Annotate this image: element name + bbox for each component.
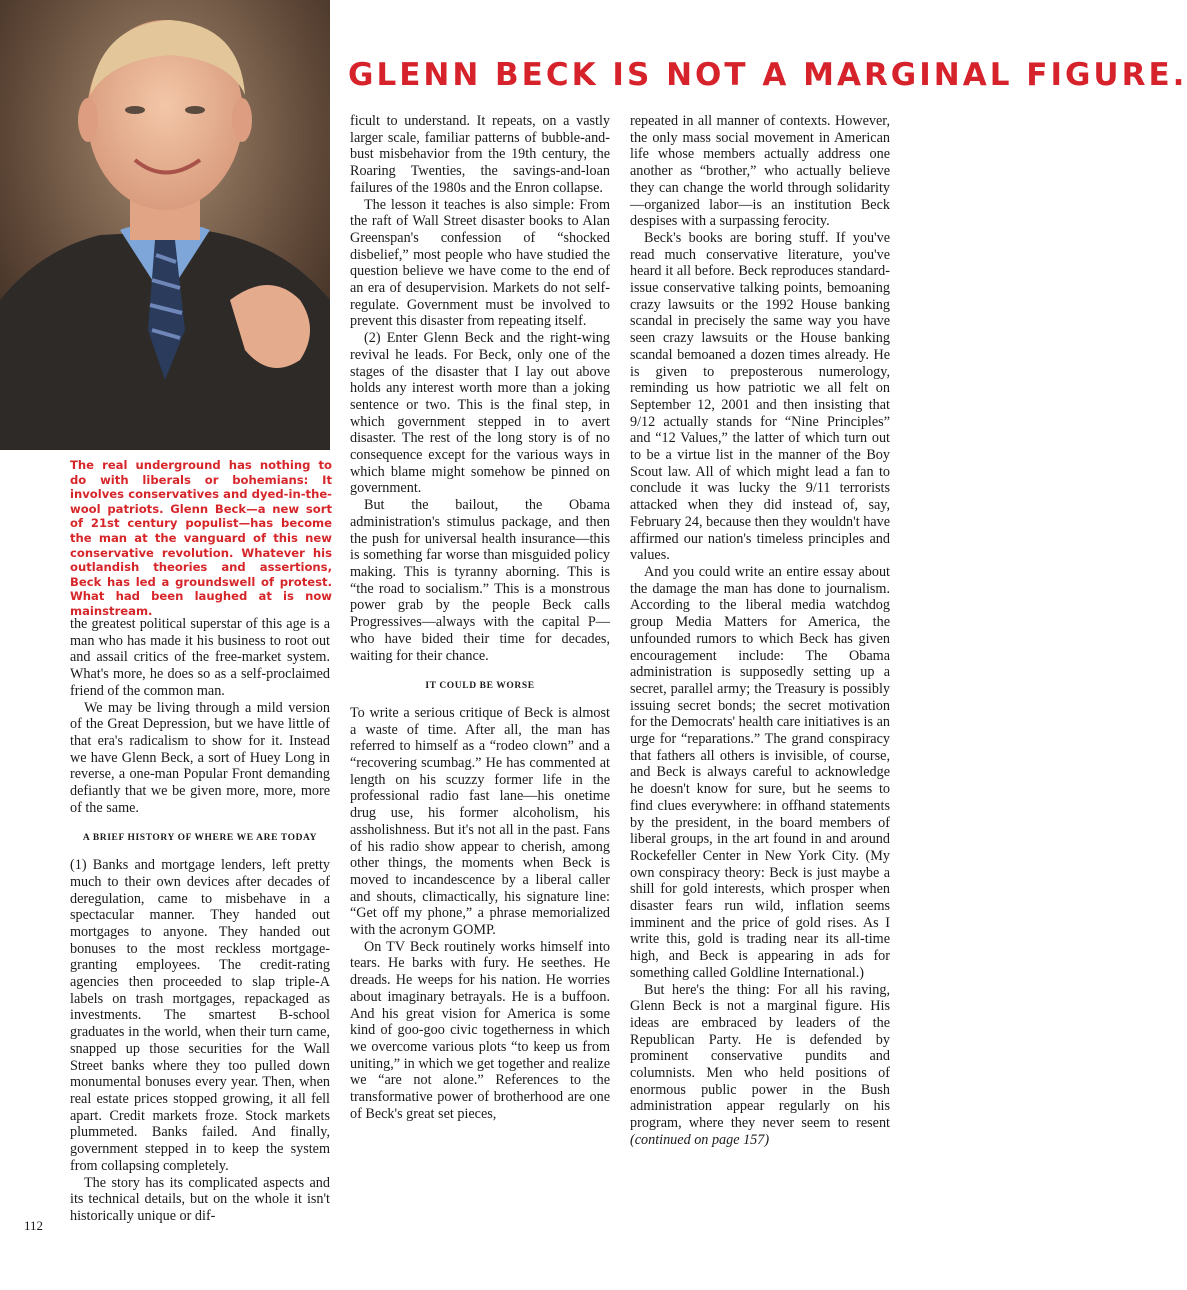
section-heading: A BRIEF HISTORY OF WHERE WE ARE TODAY	[82, 833, 318, 844]
section-heading: IT COULD BE WORSE	[425, 681, 535, 692]
portrait-illustration	[0, 0, 330, 450]
page-number: 112	[24, 1218, 44, 1233]
paragraph-text: But here's the thing: For all his raving, Glenn Beck is not a marginal figure. His ideas are embraced by leaders of the Republican Party. He is defended by prominent conservative pundits and columnists. Men who held positions of enormous public power in the Bush administration appear regularly on his program, where they never seem to resent	[630, 981, 890, 1132]
paragraph: Beck's books are boring stuff. If you've read much conservative literature, you've heard it all before. Beck reproduces standard-issue conservative talking points, bemoaning crazy lawsuits or the 1992 House banking scandal in precisely the same way you have seen crazy lawsuits or the House banking scandal bemoaned a dozen times already. He is given to preposterous numerology, reminding us how patriotic we all felt on September 12, 2001 and then insisting that 9/12 actually stands for “Nine Principles” and “12 Values,” the latter of which turn out to be a virtue list in the manner of the Boy Scout law. All of which might lead a fan to conclude it was lucky the 9/11 terrorists attacked when they did instead of, say, February 24, because then they wouldn't have affirmed our nation's timeless principles and values.	[630, 229, 890, 564]
paragraph: The lesson it teaches is also simple: From the raft of Wall Street disaster books to Alan Greenspan's confession of “shocked disbelief,” most people who have studied the question believe we have come to the end of an era of desupervision. Markets do not self-regulate. Government must be involved to prevent this disaster from repeating itself.	[350, 196, 610, 330]
paragraph: On TV Beck routinely works himself into tears. He barks with fury. He seethes. He dreads. He weeps for his nation. He worries about imaginary betrayals. He is a buffoon. And his great vision for America is some kind of goo-goo civic togetherness in which we overcome various plots “to keep us from uniting,” in which we get together and realize we “are not alone.” References to the transformative power of brotherhood are one of Beck's great set pieces,	[350, 938, 610, 1122]
paragraph: But the bailout, the Obama administration's stimulus package, and then the push for universal health insurance—this is something far worse than misguided policy making. This is tyranny aborning. This is “the road to socialism.” This is a monstrous power grab by the people Beck calls Progressives—always with the capital P—who have bided their time for decades, waiting for their chance.	[350, 497, 610, 664]
column-2	[350, 113, 610, 1122]
paragraph: ficult to understand. It repeats, on a vastly larger scale, familiar patterns of bubble-and-bust misbehavior from the 19th century, the Roaring Twenties, the savings-and-loan failures of the 1980s and the Enron collapse.	[350, 113, 610, 196]
column-3	[630, 113, 890, 1149]
paragraph: (2) Enter Glenn Beck and the right-wing revival he leads. For Beck, only one of the stages of the disaster that I lay out above holds any interest worth more than a joking sentence or two. This is the final step, in which government stepped in to avert disaster. The rest of the long story is of no consequence except for the various ways in which blame might somehow be pinned on government.	[350, 330, 610, 497]
paragraph: To write a serious critique of Beck is almost a waste of time. After all, the man has referred to himself as a “rodeo clown” and a “recovering scumbag.” He has commented at length on his scuzzy former life in the professional radio fast lane—his onetime drug use, his former alcoholism, his assholishness. But it's not all in the past. Fans of his radio show appear to cherish, among other things, the moments when Beck is moved to incandescence by a liberal caller and shouts, climactically, his signature line: “Get off my phone,” a phrase memorialized with the acronym GOMP.	[350, 704, 610, 939]
headline: GLENN BECK IS NOT A MARGINAL FIGURE.	[348, 57, 1187, 93]
photo-caption: The real underground has nothing to do with liberals or bohemians: It involves conservatives and dyed-in-the-wool patriots. Glenn Beck—a new sort of 21st century populist—has become the man at the vanguard of this new conservative revolution. Whatever his outlandish theories and assertions, Beck has led a groundswell of protest. What had been laughed at is now mainstream.	[70, 458, 332, 618]
paragraph: the greatest political superstar of this age is a man who has made it his business to root out and assail critics of the free-market system. What's more, he does so as a self-proclaimed friend of the common man.	[70, 616, 330, 699]
paragraph: And you could write an entire essay about the damage the man has done to journalism. According to the liberal media watchdog group Media Matters for America, the unfounded rumors to which Beck has given encouragement include: The Obama administration is supposedly setting up a secret, parallel army; the Treasury is possibly issuing secret bonds; the secret motivation for the Democrats' health care initiatives is an urge for “reparations.” The grand conspiracy that fathers all others is invisible, of course, and Beck is always careful to acknowledge he doesn't know for sure, but he seems to find clues everywhere: in offhand statements by the president, in the board members of liberal groups, in the art found in and around Rockefeller Center in New York City. (My own conspiracy theory: Beck is just maybe a shill for gold interests, which prosper when disaster fears run wild, inflation seems imminent and the price of gold rises. As I write this, gold is trading near its all-time high, and Beck is appearing in ads for something called Goldline International.)	[630, 563, 890, 981]
column-1	[70, 616, 330, 1225]
paragraph: repeated in all manner of contexts. However, the only mass social movement in American life whose members actually address one another as “brother,” who actually believe they can change the world through solidarity—organized labor—is an institution Beck despises with a surpassing ferocity.	[630, 113, 890, 230]
paragraph: The story has its complicated aspects and its technical details, but on the whole it isn't historically unique or dif-	[70, 1174, 330, 1224]
paragraph	[630, 982, 890, 1149]
glenn-beck-photo	[0, 0, 330, 450]
continued-notice: (continued on page 157)	[630, 1131, 770, 1148]
paragraph: (1) Banks and mortgage lenders, left pretty much to their own devices after decades of deregulation, came to misbehave in a spectacular manner. They handed out mortgages to anyone. They handed out bonuses to the most reckless mortgage-granting employees. The credit-rating agencies then proceeded to slap triple-A labels on trash mortgages, repackaged as investments. The smartest B-school graduates in the world, when their turn came, snapped up those securities for the Wall Street banks where they too pulled down monumental bonuses every year. Then, when real estate prices stopped growing, it all fell apart. Credit markets froze. Stock markets plummeted. Banks failed. And finally, government stepped in to keep the system from collapsing completely.	[70, 857, 330, 1174]
paragraph: We may be living through a mild version of the Great Depression, but we have little of that era's radicalism to show for it. Instead we have Glenn Beck, a sort of Huey Long in reverse, a one-man Popular Front demanding defiantly that we be given more, more, more of the same.	[70, 699, 330, 816]
